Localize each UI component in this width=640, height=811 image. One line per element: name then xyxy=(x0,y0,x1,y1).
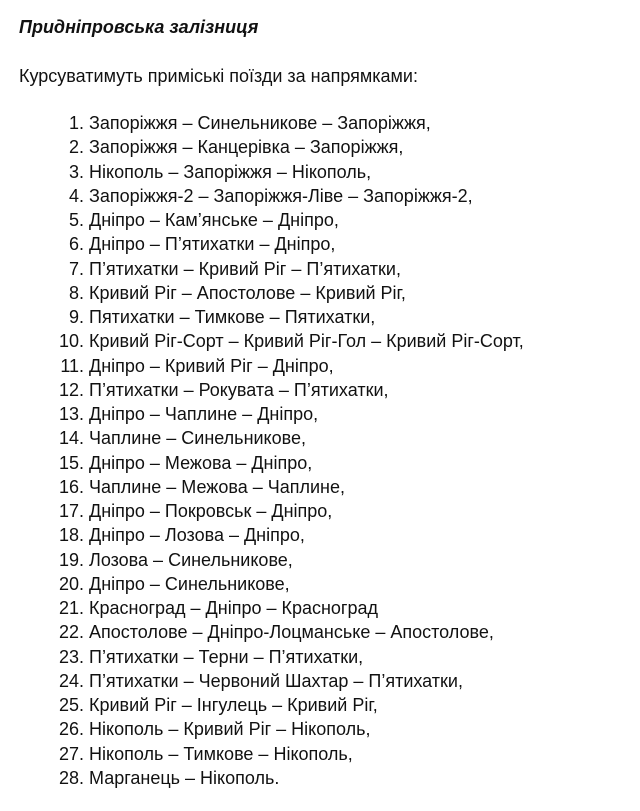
route-number: 15. xyxy=(58,452,84,473)
route-text: П’ятихатки – Червоний Шахтар – П’ятихатки, xyxy=(89,670,463,691)
route-number: 8. xyxy=(68,282,84,303)
list-item xyxy=(0,766,524,790)
list-item xyxy=(0,475,524,499)
route-text: Дніпро – Межова – Дніпро, xyxy=(89,452,313,473)
route-text: П’ятихатки – Рокувата – П’ятихатки, xyxy=(89,379,389,400)
route-text: Дніпро – Лозова – Дніпро, xyxy=(89,525,305,546)
route-number: 1. xyxy=(68,113,84,133)
list-item xyxy=(0,669,524,693)
list-item xyxy=(0,329,524,353)
route-number: 14. xyxy=(58,428,84,449)
route-list xyxy=(0,111,524,790)
route-number: 17. xyxy=(58,501,84,521)
list-item xyxy=(0,742,524,766)
route-number: 22. xyxy=(58,622,84,643)
route-text: П’ятихатки – Терни – П’ятихатки, xyxy=(89,646,364,667)
route-text: Запоріжжя-2 – Запоріжжя-Ліве – Запоріжжя-2, xyxy=(89,185,473,206)
route-text: Марганець – Нікополь. xyxy=(89,767,280,788)
route-text: Запоріжжя – Синельникове – Запоріжжя, xyxy=(89,113,431,133)
route-number: 6. xyxy=(68,234,84,255)
route-text: Пятихатки – Тимкове – Пятихатки, xyxy=(89,307,376,327)
route-text: П’ятихатки – Кривий Ріг – П’ятихатки, xyxy=(89,258,401,279)
list-item xyxy=(0,548,524,572)
route-number: 3. xyxy=(68,161,84,182)
list-item xyxy=(0,135,524,159)
route-number: 21. xyxy=(58,598,84,618)
route-text: Дніпро – Покровськ – Дніпро, xyxy=(89,501,333,521)
route-number: 2. xyxy=(68,137,84,158)
list-item xyxy=(0,645,524,669)
route-number: 4. xyxy=(68,185,84,206)
list-item xyxy=(0,208,524,232)
route-number: 25. xyxy=(58,695,84,715)
route-text: Дніпро – Кам’янське – Дніпро, xyxy=(89,210,339,230)
route-number: 12. xyxy=(58,379,84,400)
route-text: Чаплине – Синельникове, xyxy=(89,428,307,449)
route-number: 24. xyxy=(58,670,84,691)
list-item xyxy=(0,354,524,378)
list-item xyxy=(0,305,524,329)
list-item xyxy=(0,572,524,596)
route-text: Кривий Ріг-Сорт – Кривий Ріг-Гол – Кривий Ріг-Сорт, xyxy=(89,331,524,352)
route-number: 5. xyxy=(68,210,84,230)
route-number: 26. xyxy=(58,719,84,740)
route-text: Запоріжжя – Канцерівка – Запоріжжя, xyxy=(89,137,404,158)
route-number: 28. xyxy=(58,767,84,788)
list-item xyxy=(0,620,524,644)
list-item xyxy=(0,451,524,475)
route-number: 13. xyxy=(58,404,84,424)
route-number: 11. xyxy=(60,355,84,376)
route-number: 7. xyxy=(68,258,84,279)
route-text: Нікополь – Тимкове – Нікополь, xyxy=(89,743,353,764)
route-text: Нікополь – Кривий Ріг – Нікополь, xyxy=(89,719,371,740)
route-number: 23. xyxy=(58,646,84,667)
route-text: Кривий Ріг – Інгулець – Кривий Ріг, xyxy=(89,695,378,715)
list-item xyxy=(0,596,524,620)
route-text: Дніпро – Чаплине – Дніпро, xyxy=(89,404,319,424)
route-text: Лозова – Синельникове, xyxy=(89,549,293,570)
route-text: Чаплине – Межова – Чаплине, xyxy=(89,476,345,497)
list-item xyxy=(0,499,524,523)
route-number: 18. xyxy=(58,525,84,546)
intro-text: Курсуватимуть приміські поїзди за напрямками: xyxy=(19,66,418,86)
list-item xyxy=(0,523,524,547)
list-item xyxy=(0,281,524,305)
list-item xyxy=(0,111,524,135)
list-item xyxy=(0,232,524,256)
list-item xyxy=(0,717,524,741)
route-number: 19. xyxy=(58,549,84,570)
route-number: 9. xyxy=(68,307,84,327)
list-item xyxy=(0,257,524,281)
route-text: Дніпро – П’ятихатки – Дніпро, xyxy=(89,234,336,255)
list-item xyxy=(0,693,524,717)
route-text: Нікополь – Запоріжжя – Нікополь, xyxy=(89,161,372,182)
route-number: 20. xyxy=(58,573,84,594)
route-text: Дніпро – Синельникове, xyxy=(89,573,290,594)
route-text: Дніпро – Кривий Ріг – Дніпро, xyxy=(89,355,334,376)
list-item xyxy=(0,378,524,402)
list-item xyxy=(0,160,524,184)
list-item xyxy=(0,426,524,450)
document-title: Придніпровська залізниця xyxy=(19,17,259,37)
list-item xyxy=(0,184,524,208)
route-text: Апостолове – Дніпро-Лоцманське – Апостолове, xyxy=(89,622,494,643)
route-number: 27. xyxy=(58,743,84,764)
route-number: 16. xyxy=(58,476,84,497)
route-text: Красноград – Дніпро – Красноград xyxy=(89,598,379,618)
route-text: Кривий Ріг – Апостолове – Кривий Ріг, xyxy=(89,282,406,303)
list-item xyxy=(0,402,524,426)
route-number: 10. xyxy=(58,331,84,352)
